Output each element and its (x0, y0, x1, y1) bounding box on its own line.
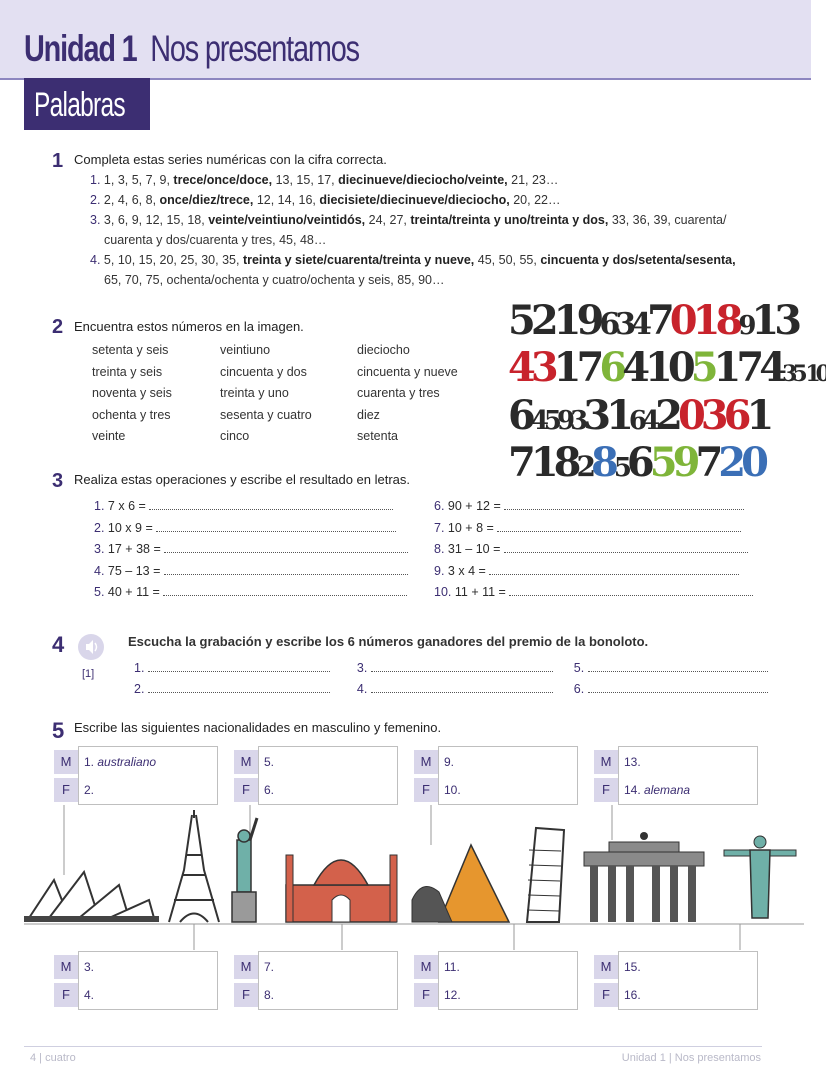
feminine-label: F (594, 983, 618, 1007)
slot-row-2: 2. 4. 6. (134, 679, 768, 700)
series-item (90, 190, 770, 210)
collage-row-4: 718285659720 (508, 439, 764, 486)
exercise-4-instruction: Escucha la grabación y escribe los 6 números ganadores del premio de la bonoloto. (128, 634, 649, 649)
series-post: 12, 14, 16, (256, 193, 316, 207)
footer-rule (24, 1046, 762, 1047)
collage-row-2: 43176410517435 10 (508, 344, 826, 391)
number-words-column-2 (220, 340, 312, 448)
audio-play-icon[interactable] (78, 634, 104, 660)
operation-row: 1. 7 x 6 = (94, 496, 408, 518)
nationality-box[interactable] (258, 746, 398, 805)
number-word: setenta y seis (92, 343, 169, 357)
lottery-slots (134, 658, 768, 700)
exercise-3-number: 3 (52, 470, 64, 492)
nationality-answer: australiano (97, 755, 157, 769)
brandenburg-gate-icon (584, 832, 704, 922)
leaning-tower-pisa-icon (527, 828, 564, 922)
operation-row: 7. 10 + 8 = (434, 518, 753, 540)
statue-of-liberty-icon (232, 818, 257, 922)
monuments-illustration (24, 800, 804, 950)
unit-label: Unidad 1 (24, 28, 137, 69)
operation-row: 4. 75 – 13 = (94, 561, 408, 583)
operation-row: 10. 11 + 11 = (434, 582, 753, 604)
exercise-5-number: 5 (52, 718, 65, 743)
number-words-column-3 (357, 340, 458, 448)
series-item-continued: 65, 70, 75, ochenta/ochenta y cuatro/ochenta y seis, 85, 90… (104, 273, 445, 287)
nationality-entry[interactable]: 6. (264, 783, 275, 797)
exercise-3-instruction: Realiza estas operaciones y escribe el resultado en letras. (74, 472, 411, 487)
number-word: cincuenta y dos (220, 364, 307, 379)
series-ans: treinta y siete/cuarenta/treinta y nueve, (242, 253, 475, 267)
exercise-2-number: 2 (52, 316, 64, 338)
operation-row: 6. 90 + 12 = (434, 496, 753, 518)
feminine-label: F (414, 778, 438, 802)
operation-row: 5. 40 + 11 = (94, 582, 408, 604)
nationality-entry[interactable]: 13. (624, 755, 641, 769)
masculine-label: M (234, 750, 258, 774)
answer-line[interactable] (148, 680, 330, 693)
nationality-entry[interactable]: 2. (84, 783, 95, 797)
series-end: 21, 23… (511, 173, 559, 187)
pyramid-sphinx-icon (412, 845, 509, 922)
masculine-label: M (594, 750, 618, 774)
masculine-label: M (414, 955, 438, 979)
series-ans: once/diez/trece, (159, 193, 254, 207)
page-number: 4 (30, 1052, 37, 1064)
eiffel-tower-icon (169, 810, 219, 922)
nationality-box[interactable] (78, 951, 218, 1010)
series-end: 33, 36, 39, cuarenta/ (611, 213, 727, 227)
number-word: cincuenta y nueve (357, 364, 458, 379)
answer-line[interactable] (509, 583, 753, 596)
nationality-entry[interactable]: 1. australiano (84, 755, 157, 769)
audio-track-label: [1] (82, 668, 95, 680)
answer-line[interactable] (148, 659, 330, 672)
series-ans: trece/once/doce, (173, 173, 273, 187)
nationality-entry[interactable]: 16. (624, 988, 641, 1002)
feminine-label: F (54, 778, 78, 802)
slot-row-1: 1. 3. 5. (134, 658, 768, 679)
masculine-label: M (594, 955, 618, 979)
nationality-entry[interactable]: 15. (624, 960, 641, 974)
answer-line[interactable] (371, 680, 553, 693)
series-item (90, 170, 770, 190)
answer-line[interactable] (504, 497, 744, 510)
nationality-entry[interactable]: 7. (264, 960, 275, 974)
number-word: treinta y uno (220, 386, 289, 400)
number-word: veintiuno (220, 343, 271, 357)
series-ans2: cincuenta y dos/setenta/sesenta, (540, 253, 736, 267)
series-n: 3. (90, 213, 101, 227)
masculine-label: M (54, 955, 78, 979)
footer-right: Unidad 1 | Nos presentamos (621, 1052, 761, 1064)
series-item-continued: cuarenta y dos/cuarenta y tres, 45, 48… (104, 233, 327, 247)
answer-line[interactable] (371, 659, 553, 672)
answer-line[interactable] (504, 540, 748, 553)
operations-left (94, 496, 408, 604)
series-n: 4. (90, 253, 101, 267)
masculine-label: M (234, 955, 258, 979)
answer-line[interactable] (588, 680, 768, 693)
series-pre: 2, 4, 6, 8, (103, 193, 157, 207)
nationality-entry[interactable]: 9. (444, 755, 455, 769)
series-ans: veinte/veintiuno/veintidós, (208, 213, 366, 227)
series-item (90, 210, 770, 230)
number-word: ochenta y tres (92, 407, 171, 422)
answer-line[interactable] (588, 659, 768, 672)
answer-line[interactable] (497, 519, 741, 532)
nationality-entry[interactable]: 14. alemana (624, 783, 691, 797)
nationality-entry[interactable]: 5. (264, 755, 275, 769)
number-word: dieciocho (357, 343, 410, 357)
answer-line[interactable] (489, 562, 739, 575)
nationality-entry[interactable]: 4. (84, 988, 95, 1002)
feminine-label: F (414, 983, 438, 1007)
nationality-entry[interactable]: 3. (84, 960, 95, 974)
series-n: 2. (90, 193, 101, 207)
series-post: 13, 15, 17, (275, 173, 335, 187)
series-n: 1. (90, 173, 101, 187)
exercise-1-number: 1 (52, 150, 64, 172)
number-word: setenta (357, 429, 399, 443)
operation-row: 3. 17 + 38 = (94, 539, 408, 561)
section-banner (24, 78, 150, 130)
operation-row: 8. 31 – 10 = (434, 539, 753, 561)
taj-mahal-icon (286, 855, 397, 922)
exercise-5-instruction: Escribe las siguientes nacionalidades en masculino y femenino. (74, 720, 442, 735)
number-words-column-1 (92, 340, 172, 448)
collage-row-1: 52196347018913 (508, 297, 798, 344)
exercise-1-instruction: Completa estas series numéricas con la cifra correcta. (74, 152, 387, 167)
nationality-entry[interactable]: 10. (444, 783, 461, 797)
series-post: 24, 27, (368, 213, 407, 227)
series-ans2: diecinueve/dieciocho/veinte, (338, 173, 508, 187)
answer-line[interactable] (163, 583, 407, 596)
number-word: treinta y seis (92, 364, 163, 379)
exercise-2-instruction: Encuentra estos números en la imagen. (74, 319, 304, 334)
page-title (24, 28, 359, 70)
sydney-opera-icon (24, 872, 159, 922)
nationality-entry[interactable]: 11. (444, 960, 460, 974)
number-word: noventa y seis (92, 386, 172, 400)
nationality-answer: alemana (644, 783, 691, 797)
number-word: veinte (92, 429, 126, 443)
nationality-entry[interactable]: 12. (444, 988, 461, 1002)
feminine-label: F (234, 983, 258, 1007)
answer-line[interactable] (164, 562, 408, 575)
number-word: sesenta y cuatro (220, 407, 312, 422)
number-word: cinco (220, 429, 250, 443)
series-pre: 1, 3, 5, 7, 9, (103, 173, 170, 187)
exercise-4-number: 4 (52, 632, 65, 657)
answer-line[interactable] (164, 540, 408, 553)
numbers-collage-image (508, 297, 826, 486)
series-ans2: diecisiete/diecinueve/dieciocho, (319, 193, 510, 207)
collage-row-3: 64593316420361 (508, 392, 770, 439)
feminine-label: F (234, 778, 258, 802)
section-title: Palabras (34, 86, 125, 124)
feminine-label: F (594, 778, 618, 802)
series-ans2: treinta/treinta y uno/treinta y dos, (410, 213, 609, 227)
feminine-label: F (54, 983, 78, 1007)
series-pre: 3, 6, 9, 12, 15, 18, (103, 213, 205, 227)
answer-line[interactable] (156, 519, 396, 532)
answer-line[interactable] (149, 497, 393, 510)
exercise-1-list (90, 170, 770, 290)
nationality-entry[interactable]: 8. (264, 988, 275, 1002)
nationality-box[interactable] (258, 951, 398, 1010)
series-post: 45, 50, 55, (477, 253, 537, 267)
series-pre: 5, 10, 15, 20, 25, 30, 35, (103, 253, 240, 267)
operation-row: 9. 3 x 4 = (434, 561, 753, 583)
operation-row: 2. 10 x 9 = (94, 518, 408, 540)
christ-redeemer-icon (724, 836, 796, 918)
masculine-label: M (54, 750, 78, 774)
footer-left: 4 | cuatro (30, 1052, 76, 1064)
series-end: 20, 22… (513, 193, 561, 207)
page-word: cuatro (45, 1052, 76, 1064)
number-word: cuarenta y tres (357, 386, 440, 400)
unit-title: Nos presentamos (150, 28, 359, 69)
masculine-label: M (414, 750, 438, 774)
operations-right (434, 496, 753, 604)
series-item (90, 250, 770, 270)
number-word: diez (357, 407, 380, 422)
